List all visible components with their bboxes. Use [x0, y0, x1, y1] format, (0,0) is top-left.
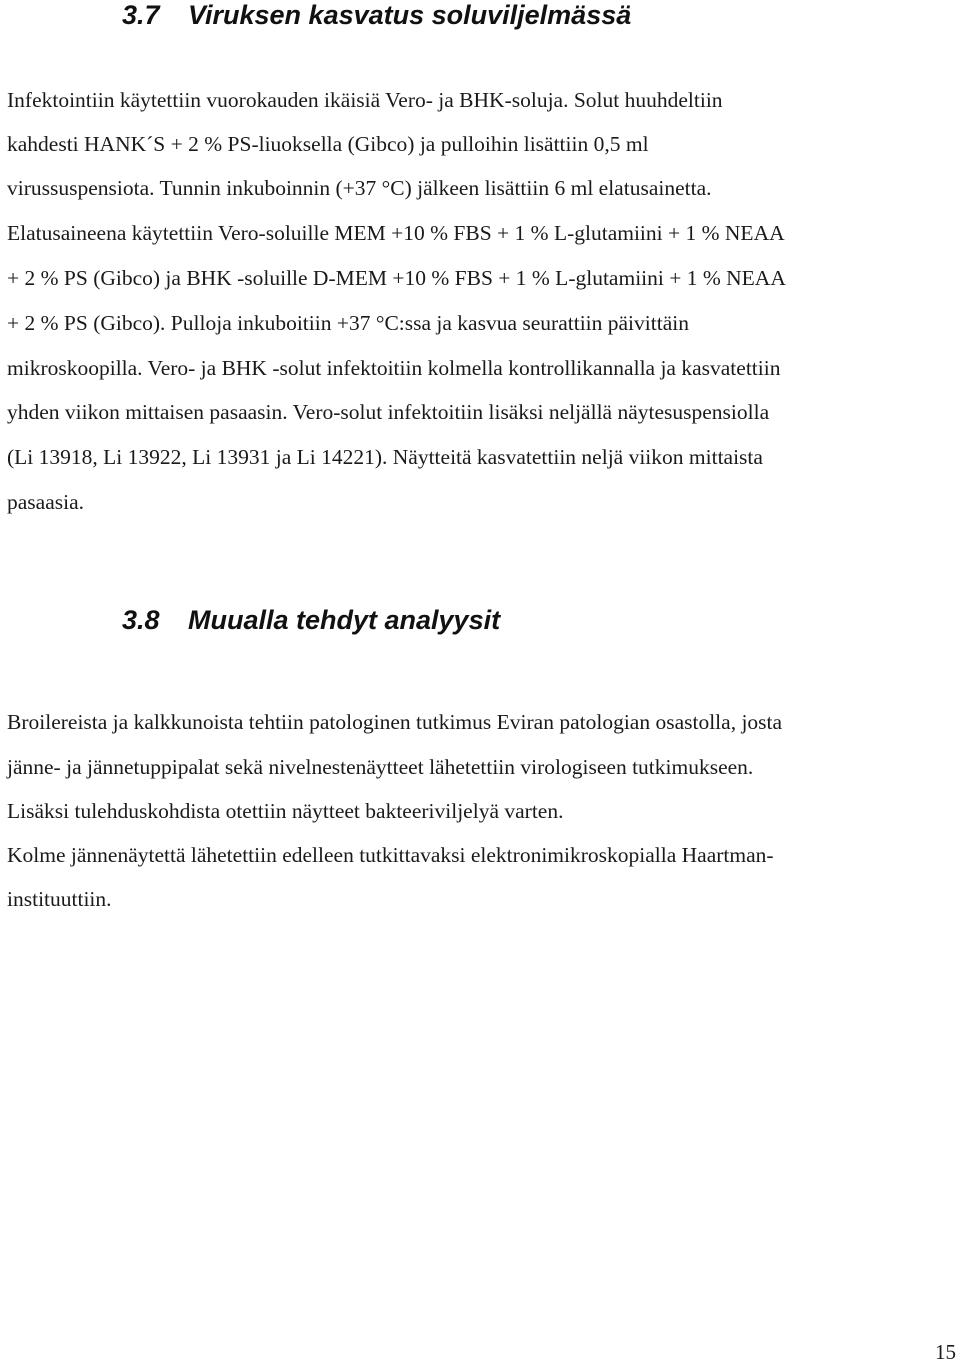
paragraph-line: Broilereista ja kalkkunoista tehtiin patologinen tutkimus Eviran patologian osastolla, josta: [7, 710, 783, 734]
section-heading-3-8: [122, 605, 500, 635]
paragraph-line: mikroskoopilla. Vero- ja BHK -solut infektoitiin kolmella kontrollikannalla ja kasvatettiin: [7, 356, 781, 380]
paragraph-line: jänne- ja jännetuppipalat sekä nivelnestenäytteet lähetettiin virologiseen tutkimukseen.: [7, 755, 754, 779]
paragraph-line: kahdesti HANK´S + 2 % PS-liuoksella (Gibco) ja pulloihin lisättiin 0,5 ml: [7, 132, 649, 156]
paragraph-line: + 2 % PS (Gibco). Pulloja inkuboitiin +37 °C:ssa ja kasvua seurattiin päivittäin: [7, 311, 689, 335]
paragraph-line: + 2 % PS (Gibco) ja BHK -soluille D-MEM +10 % FBS + 1 % L-glutamiini + 1 % NEAA: [7, 266, 786, 290]
paragraph-line: Lisäksi tulehduskohdista otettiin näytteet bakteeriviljelyä varten.: [7, 799, 564, 823]
paragraph-line: pasaasia.: [7, 490, 85, 514]
section-heading-3-7: [122, 0, 631, 30]
section-number: 3.7: [122, 0, 160, 30]
section-title: Viruksen kasvatus soluviljelmässä: [188, 0, 632, 30]
paragraph-line: (Li 13918, Li 13922, Li 13931 ja Li 14221). Näytteitä kasvatettiin neljä viikon mittaista: [7, 445, 763, 469]
paragraph-line: Elatusaineena käytettiin Vero-soluille MEM +10 % FBS + 1 % L-glutamiini + 1 % NEAA: [7, 221, 785, 245]
paragraph-line: instituuttiin.: [7, 887, 112, 911]
paragraph-line: Kolme jännenäytettä lähetettiin edelleen tutkittavaksi elektronimikroskopialla Haartman-: [7, 843, 774, 867]
paragraph-line: virussuspensiota. Tunnin inkuboinnin (+37 °C) jälkeen lisättiin 6 ml elatusainetta.: [7, 176, 712, 200]
paragraph-line: Infektointiin käytettiin vuorokauden ikäisiä Vero- ja BHK-soluja. Solut huuhdeltiin: [7, 88, 723, 112]
page-number: 15: [935, 1340, 956, 1364]
section-number: 3.8: [122, 605, 160, 635]
paragraph-line: yhden viikon mittaisen pasaasin. Vero-solut infektoitiin lisäksi neljällä näytesuspensiolla: [7, 400, 770, 424]
section-title: Muualla tehdyt analyysit: [188, 605, 501, 635]
